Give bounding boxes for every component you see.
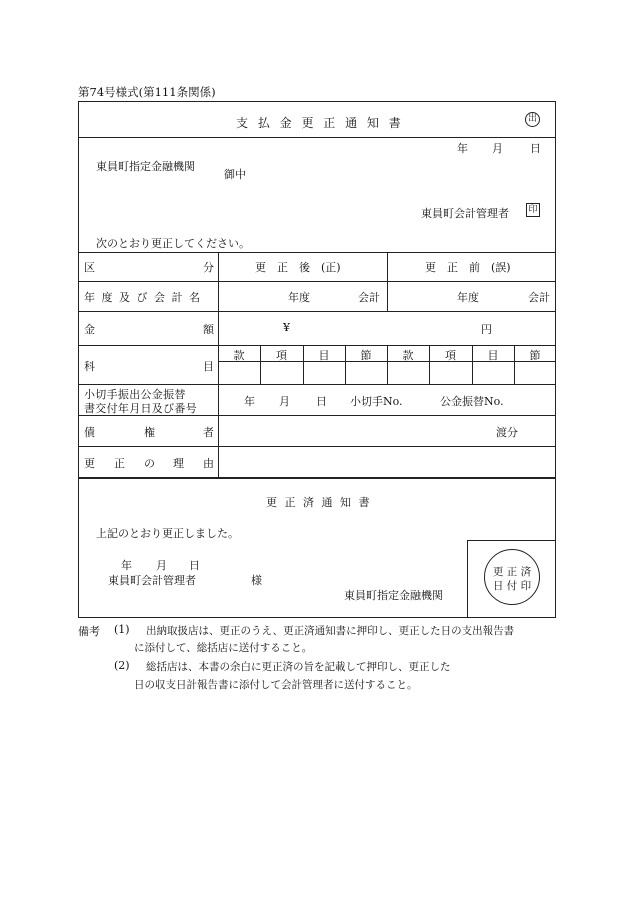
col-label2: 分 bbox=[203, 261, 214, 274]
table-line bbox=[78, 446, 556, 447]
before-nendo: 年度 bbox=[457, 291, 479, 304]
done-year: 年 bbox=[121, 559, 132, 572]
creditor-label-2: 権 bbox=[144, 426, 155, 439]
date-month: 月 bbox=[492, 142, 503, 155]
stamp-box-left bbox=[467, 540, 468, 618]
table-line bbox=[78, 281, 556, 282]
addressee-suffix: 御中 bbox=[224, 168, 246, 181]
subject-col: 節 bbox=[529, 349, 541, 362]
check-month: 月 bbox=[279, 395, 290, 408]
sender: 東員町会計管理者 bbox=[421, 207, 509, 220]
yen-mark: ¥ bbox=[283, 321, 290, 334]
table-vline bbox=[218, 252, 219, 477]
table-line bbox=[78, 311, 556, 312]
title-divider bbox=[78, 137, 556, 138]
done-month: 月 bbox=[156, 559, 167, 572]
creditor-label-1: 債 bbox=[84, 426, 95, 439]
yen-word: 円 bbox=[481, 323, 492, 336]
reason-label-3: の bbox=[144, 457, 155, 470]
table-vline bbox=[387, 252, 388, 311]
done-from: 東員町指定金融機関 bbox=[344, 589, 443, 602]
before-header: 更 正 前 (誤) bbox=[425, 261, 511, 274]
subject-col: 款 bbox=[233, 349, 245, 362]
stamp-box-top bbox=[467, 540, 556, 541]
note1-num: (1) bbox=[114, 623, 130, 636]
done-to: 東員町会計管理者 bbox=[108, 574, 196, 587]
after-nendo: 年度 bbox=[288, 291, 310, 304]
creditor-label-3: 者 bbox=[203, 426, 214, 439]
seal-mark-icon: 印 bbox=[526, 203, 540, 217]
note2-num: (2) bbox=[114, 659, 130, 672]
reason-label-5: 由 bbox=[203, 457, 214, 470]
output-mark-icon: 出 bbox=[525, 112, 540, 127]
reason-label-2: 正 bbox=[114, 457, 125, 470]
row-check-label-2: 書交付年月日及び番号 bbox=[84, 402, 197, 415]
subject-col: 目 bbox=[487, 349, 499, 362]
addressee: 東員町指定金融機関 bbox=[96, 160, 195, 173]
note2-line2: 日の収支日計報告書に添付して会計管理者に送付すること。 bbox=[134, 679, 418, 691]
before-kaikei: 会計 bbox=[528, 291, 550, 304]
done-text: 上記のとおり更正しました。 bbox=[96, 527, 239, 540]
notes-label: 備考 bbox=[78, 625, 100, 638]
row-amount-label2: 額 bbox=[203, 323, 214, 336]
done-sama: 様 bbox=[251, 574, 262, 587]
subject-col: 款 bbox=[402, 349, 414, 362]
subject-col: 節 bbox=[360, 349, 372, 362]
note1-line2: に添付して、総括店に送付すること。 bbox=[134, 642, 313, 654]
done-day: 日 bbox=[189, 559, 200, 572]
subject-col: 項 bbox=[445, 349, 456, 362]
watashibun: 渡分 bbox=[496, 426, 518, 439]
row-year-label: 年 度 及 び 会 計 名 bbox=[84, 291, 202, 304]
check-year: 年 bbox=[244, 395, 255, 408]
check-day: 日 bbox=[316, 395, 327, 408]
stamp-line2: 日 付 印 bbox=[492, 580, 532, 592]
row-amount-label1: 金 bbox=[84, 323, 95, 336]
intro-text: 次のとおり更正してください。 bbox=[96, 237, 250, 250]
form-title: 支 払 金 更 正 通 知 書 bbox=[236, 116, 404, 130]
done-title: 更 正 済 通 知 書 bbox=[266, 496, 372, 509]
table-line bbox=[78, 345, 556, 346]
note1-line1: 出納取扱店は、更正のうえ、更正済通知書に押印し、更正した日の支出報告書 bbox=[146, 625, 515, 637]
stamp-line1: 更 正 済 bbox=[492, 566, 532, 578]
row-subject-label2: 目 bbox=[203, 360, 214, 373]
row-subject-label1: 科 bbox=[84, 360, 95, 373]
reason-label-1: 更 bbox=[84, 457, 95, 470]
table-line bbox=[78, 384, 556, 385]
transfer-no: 公金振替No. bbox=[440, 395, 504, 408]
row-check-label-1: 小切手振出公金振替 bbox=[84, 388, 186, 401]
after-header: 更 正 後 (正) bbox=[255, 261, 341, 274]
reason-label-4: 理 bbox=[173, 457, 184, 470]
form-number: 第74号様式(第111条関係) bbox=[78, 85, 216, 99]
check-no: 小切手No. bbox=[350, 395, 403, 408]
col-label: 区 bbox=[84, 261, 95, 274]
subject-col: 項 bbox=[276, 349, 287, 362]
date-year: 年 bbox=[457, 142, 468, 155]
table-line bbox=[78, 252, 556, 253]
subject-col: 目 bbox=[318, 349, 330, 362]
date-day: 日 bbox=[530, 142, 541, 155]
after-kaikei: 会計 bbox=[358, 291, 380, 304]
note2-line1: 総括店は、本書の余白に更正済の旨を記載して押印し、更正した bbox=[146, 661, 451, 673]
